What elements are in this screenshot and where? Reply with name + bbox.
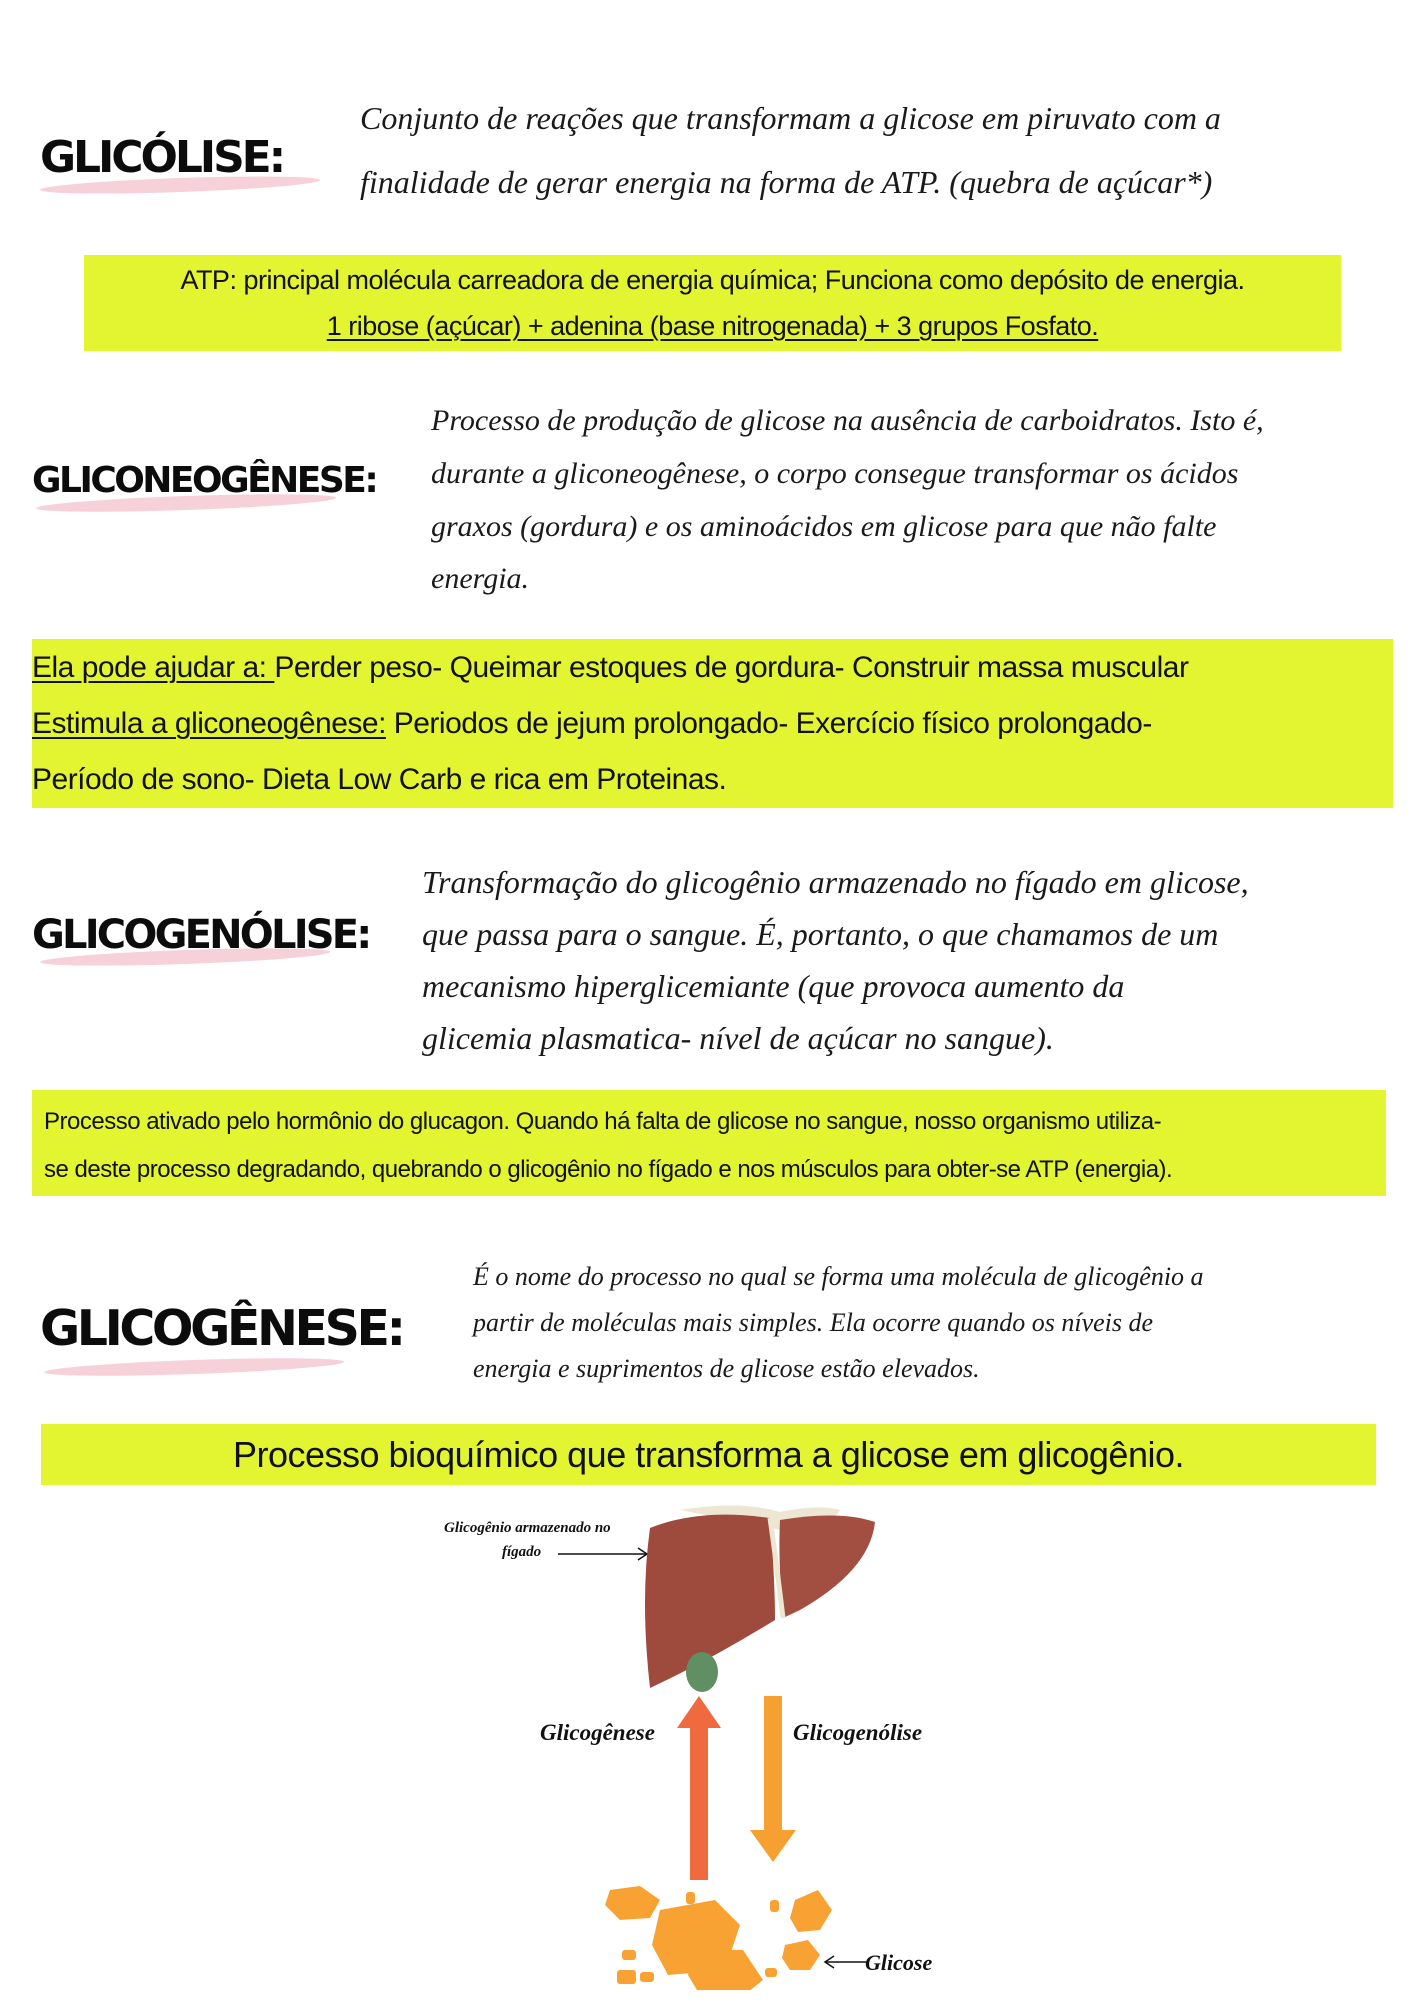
description-line: que passa para o sangue. É, portanto, o que chamamos de um bbox=[422, 916, 1219, 952]
liver-arrow bbox=[558, 1548, 647, 1560]
liver-icon bbox=[645, 1505, 875, 1692]
liver-label: Glicogênio armazenado no bbox=[444, 1520, 611, 1536]
section-title-glicogenolise: GLICOGENÓLISE: bbox=[32, 912, 370, 958]
section-title-gliconeogenese: GLICONEOGÊNESE: bbox=[32, 460, 377, 501]
atp-composition-line: 1 ribose (açúcar) + adenina (base nitrogenada) + 3 grupos Fosfato. bbox=[326, 311, 1099, 341]
atp-highlight-box bbox=[84, 255, 1341, 351]
glicogenese-summary: Processo bioquímico que transforma a glicose em glicogênio. bbox=[232, 1434, 1184, 1475]
benefits-text: Perder peso- Queimar estoques de gordura- Construir massa muscular bbox=[274, 651, 1189, 684]
description-line: Conjunto de reações que transformam a glicose em piruvato com a bbox=[360, 100, 1221, 136]
glicogenese-label: Glicogênese bbox=[540, 1720, 655, 1745]
glucose-label: Glicose bbox=[865, 1950, 933, 1975]
glicogenolise-label: Glicogenólise bbox=[793, 1720, 923, 1745]
gliconeogenese-highlight-box bbox=[32, 639, 1393, 808]
liver-glucose-diagram bbox=[440, 1500, 1020, 1990]
benefits-line bbox=[32, 651, 1188, 685]
description-line: energia e suprimentos de glicose estão elevados. bbox=[473, 1354, 980, 1383]
description-line: mecanismo hiperglicemiante (que provoca aumento da bbox=[422, 968, 1125, 1004]
description-line: finalidade de gerar energia na forma de ATP. (quebra de açúcar*) bbox=[360, 164, 1213, 200]
description-line: graxos (gordura) e os aminoácidos em glicose para que não falte bbox=[431, 510, 1217, 543]
stimulus-text-cont: Período de sono- Dieta Low Carb e rica em Proteinas. bbox=[32, 763, 727, 796]
description-line: durante a gliconeogênese, o corpo consegue transformar os ácidos bbox=[431, 457, 1239, 490]
stimulus-label: Estimula a gliconeogênese: bbox=[32, 707, 386, 740]
description-line: Processo de produção de glicose na ausência de carboidratos. Isto é, bbox=[431, 404, 1264, 437]
glicogenese-highlight-box bbox=[41, 1424, 1376, 1485]
description-line: energia. bbox=[431, 562, 530, 595]
atp-line: ATP: principal molécula carreadora de energia química; Funciona como depósito de energia. bbox=[180, 265, 1245, 295]
glucose-molecules-icon bbox=[605, 1886, 832, 1990]
benefits-label: Ela pode ajudar a: bbox=[32, 651, 275, 684]
description-line: Transformação do glicogênio armazenado no fígado em glicose, bbox=[422, 864, 1249, 900]
description-line: partir de moléculas mais simples. Ela ocorre quando os níveis de bbox=[473, 1308, 1154, 1337]
glucose-arrow bbox=[825, 1956, 866, 1968]
glucagon-line: se deste processo degradando, quebrando o glicogênio no fígado e nos músculos para obter-se ATP (energia). bbox=[44, 1156, 1173, 1183]
description-line: glicemia plasmatica- nível de açúcar no sangue). bbox=[422, 1020, 1054, 1056]
section-title-glicogenese: GLICOGÊNESE: bbox=[40, 1300, 403, 1357]
down-arrow-icon bbox=[750, 1696, 796, 1862]
stimulus-text: Periodos de jejum prolongado- Exercício físico prolongado- bbox=[385, 707, 1152, 740]
stimulus-line bbox=[32, 707, 1152, 741]
glicogenolise-highlight-box bbox=[32, 1090, 1386, 1196]
brush-highlight bbox=[44, 1355, 344, 1379]
description-line: É o nome do processo no qual se forma uma molécula de glicogênio a bbox=[473, 1262, 1204, 1291]
up-arrow-icon bbox=[677, 1696, 721, 1880]
glucagon-line: Processo ativado pelo hormônio do glucagon. Quando há falta de glicose no sangue, nosso organismo utiliza- bbox=[44, 1108, 1162, 1135]
liver-label: fígado bbox=[502, 1544, 542, 1560]
section-title-glicolise: GLICÓLISE: bbox=[40, 132, 284, 183]
